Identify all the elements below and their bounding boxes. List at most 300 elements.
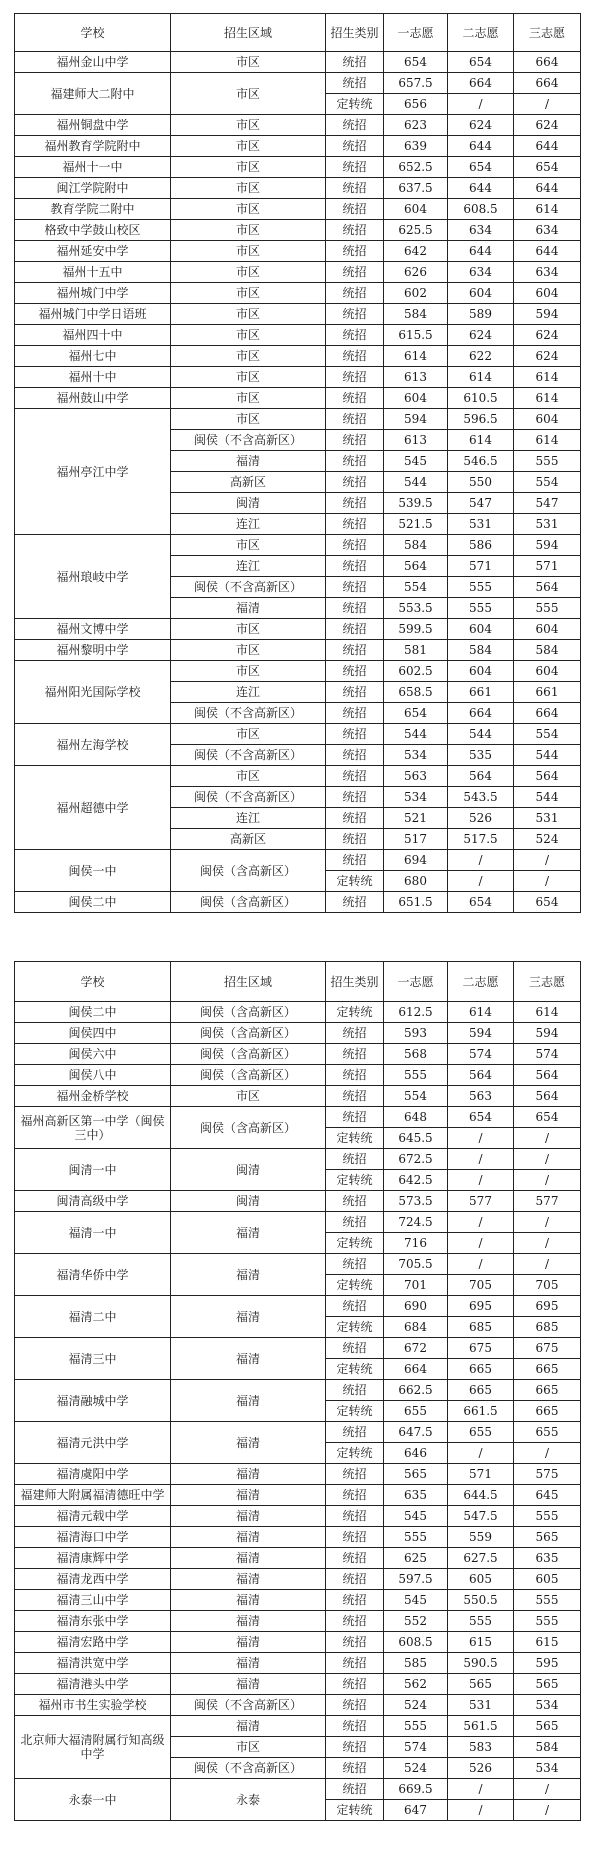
category-cell: 统招 <box>326 787 384 808</box>
school-name-cell: 福清一中 <box>15 1212 171 1254</box>
choice-3-score-cell: 614 <box>514 367 581 388</box>
choice-3-score-cell: 555 <box>514 1590 581 1611</box>
table-row <box>15 1716 581 1737</box>
category-cell: 统招 <box>326 892 384 913</box>
table-row <box>15 367 581 388</box>
category-cell: 统招 <box>326 1191 384 1212</box>
choice-2-score-cell: 627.5 <box>448 1548 514 1569</box>
choice-2-score-cell: / <box>448 1170 514 1191</box>
choice-1-score-cell: 597.5 <box>384 1569 448 1590</box>
table-row <box>15 850 581 871</box>
region-cell: 市区 <box>171 283 326 304</box>
choice-3-score-cell: 571 <box>514 556 581 577</box>
table-row <box>15 1296 581 1317</box>
choice-1-score-cell: 602.5 <box>384 661 448 682</box>
category-cell: 统招 <box>326 1422 384 1443</box>
choice-1-score-cell: 581 <box>384 640 448 661</box>
category-cell: 统招 <box>326 1464 384 1485</box>
region-cell: 福清 <box>171 1422 326 1464</box>
category-cell: 统招 <box>326 346 384 367</box>
choice-2-score-cell: / <box>448 1254 514 1275</box>
category-cell: 定转统 <box>326 1233 384 1254</box>
choice-2-score-cell: / <box>448 1233 514 1254</box>
region-cell: 闽侯（含高新区） <box>171 1065 326 1086</box>
choice-3-score-cell: 685 <box>514 1317 581 1338</box>
choice-2-score-cell: 608.5 <box>448 199 514 220</box>
choice-3-score-cell: 675 <box>514 1338 581 1359</box>
table-row <box>15 1086 581 1107</box>
choice-3-score-cell: 614 <box>514 388 581 409</box>
region-cell: 市区 <box>171 157 326 178</box>
category-cell: 统招 <box>326 577 384 598</box>
table-row <box>15 1065 581 1086</box>
school-name-cell: 福州十中 <box>15 367 171 388</box>
choice-1-score-cell: 690 <box>384 1296 448 1317</box>
region-cell: 闽侯（含高新区） <box>171 850 326 892</box>
choice-1-score-cell: 568 <box>384 1044 448 1065</box>
choice-1-score-cell: 613 <box>384 367 448 388</box>
choice-3-score-cell: 654 <box>514 1107 581 1128</box>
choice-1-score-cell: 642 <box>384 241 448 262</box>
table-row <box>15 325 581 346</box>
table-row <box>15 73 581 94</box>
choice-1-score-cell: 553.5 <box>384 598 448 619</box>
choice-2-score-cell: 547.5 <box>448 1506 514 1527</box>
category-cell: 统招 <box>326 1380 384 1401</box>
region-cell: 闽清 <box>171 493 326 514</box>
region-cell: 高新区 <box>171 472 326 493</box>
table-row <box>15 1695 581 1716</box>
school-name-cell: 福州城门中学日语班 <box>15 304 171 325</box>
choice-1-score-cell: 552 <box>384 1611 448 1632</box>
choice-1-score-cell: 658.5 <box>384 682 448 703</box>
category-cell: 定转统 <box>326 1002 384 1023</box>
choice-2-score-cell: 614 <box>448 1002 514 1023</box>
choice-2-score-cell: / <box>448 1212 514 1233</box>
category-cell: 统招 <box>326 1506 384 1527</box>
choice-3-score-cell: 695 <box>514 1296 581 1317</box>
table-row <box>15 1338 581 1359</box>
choice-3-score-cell: 564 <box>514 1086 581 1107</box>
choice-3-score-cell: 665 <box>514 1401 581 1422</box>
choice-1-score-cell: 545 <box>384 1506 448 1527</box>
choice-1-score-cell: 555 <box>384 1716 448 1737</box>
category-cell: 统招 <box>326 304 384 325</box>
choice-3-score-cell: 665 <box>514 1359 581 1380</box>
category-cell: 统招 <box>326 640 384 661</box>
choice-1-score-cell: 534 <box>384 787 448 808</box>
table-row <box>15 1107 581 1128</box>
table-row <box>15 640 581 661</box>
category-cell: 统招 <box>326 430 384 451</box>
table-row <box>15 388 581 409</box>
choice-2-score-cell: 634 <box>448 262 514 283</box>
school-name-cell: 福州阳光国际学校 <box>15 661 171 724</box>
school-name-cell: 福清海口中学 <box>15 1527 171 1548</box>
school-name-cell: 闽侯一中 <box>15 850 171 892</box>
choice-1-score-cell: 555 <box>384 1065 448 1086</box>
choice-1-score-cell: 646 <box>384 1443 448 1464</box>
choice-1-score-cell: 539.5 <box>384 493 448 514</box>
category-cell: 统招 <box>326 409 384 430</box>
choice-2-score-cell: / <box>448 1443 514 1464</box>
choice-1-score-cell: 584 <box>384 304 448 325</box>
school-name-cell: 福州琅岐中学 <box>15 535 171 619</box>
choice-2-score-cell: 664 <box>448 703 514 724</box>
table-row <box>15 661 581 682</box>
choice-2-score-cell: 605 <box>448 1569 514 1590</box>
category-cell: 统招 <box>326 1653 384 1674</box>
category-cell: 统招 <box>326 661 384 682</box>
choice-3-score-cell: 604 <box>514 661 581 682</box>
choice-1-score-cell: 642.5 <box>384 1170 448 1191</box>
choice-1-score-cell: 701 <box>384 1275 448 1296</box>
choice-2-score-cell: 565 <box>448 1674 514 1695</box>
category-cell: 统招 <box>326 1548 384 1569</box>
choice-3-score-cell: 624 <box>514 325 581 346</box>
category-cell: 统招 <box>326 262 384 283</box>
category-cell: 统招 <box>326 136 384 157</box>
choice-2-score-cell: 624 <box>448 325 514 346</box>
choice-1-score-cell: 625 <box>384 1548 448 1569</box>
region-cell: 市区 <box>171 325 326 346</box>
table-header-row <box>15 14 581 52</box>
region-cell: 福清 <box>171 1212 326 1254</box>
table-row <box>15 1149 581 1170</box>
school-name-cell: 福州七中 <box>15 346 171 367</box>
choice-3-score-cell: 605 <box>514 1569 581 1590</box>
school-name-cell: 闽清一中 <box>15 1149 171 1191</box>
table-row <box>15 178 581 199</box>
choice-1-score-cell: 635 <box>384 1485 448 1506</box>
region-cell: 闽清 <box>171 1191 326 1212</box>
choice-2-score-cell: 604 <box>448 619 514 640</box>
choice-1-score-cell: 694 <box>384 850 448 871</box>
category-cell: 统招 <box>326 388 384 409</box>
region-cell: 闽侯（不含高新区） <box>171 1695 326 1716</box>
category-cell: 统招 <box>326 703 384 724</box>
choice-3-score-cell: 664 <box>514 73 581 94</box>
choice-3-score-cell: / <box>514 1800 581 1821</box>
category-cell: 统招 <box>326 1758 384 1779</box>
choice-3-score-cell: / <box>514 1170 581 1191</box>
region-cell: 福清 <box>171 1674 326 1695</box>
school-name-cell: 福清龙西中学 <box>15 1569 171 1590</box>
choice-3-score-cell: 565 <box>514 1527 581 1548</box>
choice-1-score-cell: 639 <box>384 136 448 157</box>
table-row <box>15 52 581 73</box>
choice-2-score-cell: / <box>448 1800 514 1821</box>
choice-2-score-cell: 526 <box>448 1758 514 1779</box>
category-cell: 统招 <box>326 367 384 388</box>
school-name-cell: 福建师大二附中 <box>15 73 171 115</box>
school-name-cell: 福州延安中学 <box>15 241 171 262</box>
choice-3-score-cell: 554 <box>514 472 581 493</box>
choice-2-score-cell: 654 <box>448 52 514 73</box>
table-row <box>15 304 581 325</box>
school-name-cell: 福清港头中学 <box>15 1674 171 1695</box>
choice-1-score-cell: 562 <box>384 1674 448 1695</box>
table-row <box>15 766 581 787</box>
table-row <box>15 535 581 556</box>
category-cell: 定转统 <box>326 1128 384 1149</box>
table-row <box>15 1527 581 1548</box>
choice-1-score-cell: 615.5 <box>384 325 448 346</box>
school-name-cell: 福州超德中学 <box>15 766 171 850</box>
school-name-cell: 闽侯六中 <box>15 1044 171 1065</box>
choice-3-score-cell: 624 <box>514 346 581 367</box>
category-cell: 定转统 <box>326 1359 384 1380</box>
category-cell: 统招 <box>326 619 384 640</box>
choice-1-score-cell: 545 <box>384 451 448 472</box>
choice-1-score-cell: 655 <box>384 1401 448 1422</box>
choice-3-score-cell: / <box>514 1149 581 1170</box>
category-cell: 统招 <box>326 1296 384 1317</box>
region-cell: 福清 <box>171 1464 326 1485</box>
choice-2-score-cell: 604 <box>448 661 514 682</box>
region-cell: 福清 <box>171 1611 326 1632</box>
region-cell: 闽侯（含高新区） <box>171 1107 326 1149</box>
choice-2-score-cell: 571 <box>448 1464 514 1485</box>
choice-2-score-cell: 634 <box>448 220 514 241</box>
school-name-cell: 福清二中 <box>15 1296 171 1338</box>
region-cell: 市区 <box>171 388 326 409</box>
choice-1-score-cell: 585 <box>384 1653 448 1674</box>
table-row <box>15 1674 581 1695</box>
header-choice-3: 三志愿 <box>514 14 581 52</box>
school-name-cell: 福清三山中学 <box>15 1590 171 1611</box>
table-row <box>15 1212 581 1233</box>
choice-3-score-cell: / <box>514 1254 581 1275</box>
category-cell: 统招 <box>326 283 384 304</box>
school-name-cell: 北京师大福清附属行知高级中学 <box>15 1716 171 1779</box>
choice-2-score-cell: 531 <box>448 514 514 535</box>
choice-2-score-cell: 665 <box>448 1380 514 1401</box>
choice-1-score-cell: 574 <box>384 1737 448 1758</box>
choice-2-score-cell: 661 <box>448 682 514 703</box>
region-cell: 市区 <box>171 136 326 157</box>
school-name-cell: 福清宏路中学 <box>15 1632 171 1653</box>
category-cell: 统招 <box>326 1590 384 1611</box>
category-cell: 统招 <box>326 1023 384 1044</box>
category-cell: 定转统 <box>326 1275 384 1296</box>
choice-1-score-cell: 625.5 <box>384 220 448 241</box>
school-name-cell: 福州十一中 <box>15 157 171 178</box>
region-cell: 福清 <box>171 1716 326 1737</box>
table-row <box>15 409 581 430</box>
table-row <box>15 199 581 220</box>
choice-2-score-cell: 577 <box>448 1191 514 1212</box>
region-cell: 市区 <box>171 724 326 745</box>
header-choice-3: 三志愿 <box>514 962 581 1002</box>
choice-2-score-cell: 590.5 <box>448 1653 514 1674</box>
choice-2-score-cell: 563 <box>448 1086 514 1107</box>
choice-3-score-cell: 555 <box>514 1611 581 1632</box>
category-cell: 统招 <box>326 1674 384 1695</box>
table-row <box>15 1632 581 1653</box>
category-cell: 定转统 <box>326 1401 384 1422</box>
region-cell: 福清 <box>171 598 326 619</box>
choice-3-score-cell: / <box>514 94 581 115</box>
admission-score-table-2 <box>14 961 581 1821</box>
choice-1-score-cell: 593 <box>384 1023 448 1044</box>
choice-2-score-cell: 594 <box>448 1023 514 1044</box>
choice-2-score-cell: 622 <box>448 346 514 367</box>
school-name-cell: 福州铜盘中学 <box>15 115 171 136</box>
region-cell: 闽侯（含高新区） <box>171 1044 326 1065</box>
table-row <box>15 1254 581 1275</box>
choice-2-score-cell: / <box>448 1149 514 1170</box>
choice-3-score-cell: 595 <box>514 1653 581 1674</box>
choice-2-score-cell: 583 <box>448 1737 514 1758</box>
choice-3-score-cell: 565 <box>514 1716 581 1737</box>
region-cell: 福清 <box>171 1632 326 1653</box>
choice-2-score-cell: 654 <box>448 157 514 178</box>
choice-3-score-cell: 614 <box>514 1002 581 1023</box>
school-name-cell: 福州左海学校 <box>15 724 171 766</box>
choice-3-score-cell: / <box>514 1128 581 1149</box>
header-choice-2: 二志愿 <box>448 962 514 1002</box>
category-cell: 统招 <box>326 1716 384 1737</box>
category-cell: 统招 <box>326 115 384 136</box>
choice-1-score-cell: 544 <box>384 724 448 745</box>
choice-3-score-cell: 624 <box>514 115 581 136</box>
choice-3-score-cell: 604 <box>514 619 581 640</box>
choice-1-score-cell: 645.5 <box>384 1128 448 1149</box>
choice-3-score-cell: 655 <box>514 1422 581 1443</box>
choice-1-score-cell: 654 <box>384 52 448 73</box>
choice-1-score-cell: 664 <box>384 1359 448 1380</box>
choice-1-score-cell: 705.5 <box>384 1254 448 1275</box>
table-row <box>15 1485 581 1506</box>
choice-2-score-cell: 546.5 <box>448 451 514 472</box>
category-cell: 统招 <box>326 1695 384 1716</box>
region-cell: 连江 <box>171 808 326 829</box>
choice-2-score-cell: 555 <box>448 1611 514 1632</box>
region-cell: 福清 <box>171 1506 326 1527</box>
category-cell: 定转统 <box>326 94 384 115</box>
header-choice-2: 二志愿 <box>448 14 514 52</box>
category-cell: 统招 <box>326 493 384 514</box>
choice-2-score-cell: 531 <box>448 1695 514 1716</box>
choice-2-score-cell: 550.5 <box>448 1590 514 1611</box>
admission-score-table-1 <box>14 13 581 913</box>
table-row <box>15 1590 581 1611</box>
choice-2-score-cell: 661.5 <box>448 1401 514 1422</box>
choice-3-score-cell: 644 <box>514 241 581 262</box>
region-cell: 闽侯（不含高新区） <box>171 577 326 598</box>
region-cell: 福清 <box>171 1590 326 1611</box>
region-cell: 闽清 <box>171 1149 326 1191</box>
school-name-cell: 福州城门中学 <box>15 283 171 304</box>
school-name-cell: 闽清高级中学 <box>15 1191 171 1212</box>
category-cell: 统招 <box>326 682 384 703</box>
category-cell: 统招 <box>326 850 384 871</box>
school-name-cell: 福州市书生实验学校 <box>15 1695 171 1716</box>
choice-1-score-cell: 584 <box>384 535 448 556</box>
category-cell: 统招 <box>326 157 384 178</box>
table-row <box>15 1023 581 1044</box>
choice-3-score-cell: 575 <box>514 1464 581 1485</box>
choice-2-score-cell: 517.5 <box>448 829 514 850</box>
choice-3-score-cell: 574 <box>514 1044 581 1065</box>
region-cell: 闽侯（不含高新区） <box>171 787 326 808</box>
table-row <box>15 1548 581 1569</box>
region-cell: 市区 <box>171 241 326 262</box>
choice-3-score-cell: 615 <box>514 1632 581 1653</box>
school-name-cell: 闽侯八中 <box>15 1065 171 1086</box>
school-name-cell: 福州黎明中学 <box>15 640 171 661</box>
choice-3-score-cell: 644 <box>514 178 581 199</box>
choice-3-score-cell: 555 <box>514 598 581 619</box>
choice-2-score-cell: 555 <box>448 598 514 619</box>
choice-1-score-cell: 647.5 <box>384 1422 448 1443</box>
category-cell: 统招 <box>326 178 384 199</box>
choice-1-score-cell: 521 <box>384 808 448 829</box>
choice-3-score-cell: 664 <box>514 703 581 724</box>
category-cell: 统招 <box>326 1527 384 1548</box>
category-cell: 统招 <box>326 451 384 472</box>
table-row <box>15 262 581 283</box>
category-cell: 统招 <box>326 241 384 262</box>
school-name-cell: 闽侯二中 <box>15 1002 171 1023</box>
choice-2-score-cell: 544 <box>448 724 514 745</box>
school-name-cell: 福州高新区第一中学（闽侯三中） <box>15 1107 171 1149</box>
choice-3-score-cell: / <box>514 1779 581 1800</box>
category-cell: 定转统 <box>326 1170 384 1191</box>
choice-2-score-cell: / <box>448 1128 514 1149</box>
choice-1-score-cell: 656 <box>384 94 448 115</box>
school-name-cell: 福州金山中学 <box>15 52 171 73</box>
school-name-cell: 闽侯二中 <box>15 892 171 913</box>
choice-3-score-cell: / <box>514 1233 581 1254</box>
choice-2-score-cell: 584 <box>448 640 514 661</box>
region-cell: 市区 <box>171 52 326 73</box>
choice-2-score-cell: 589 <box>448 304 514 325</box>
choice-1-score-cell: 563 <box>384 766 448 787</box>
choice-2-score-cell: 543.5 <box>448 787 514 808</box>
region-cell: 福清 <box>171 1296 326 1338</box>
choice-3-score-cell: 577 <box>514 1191 581 1212</box>
choice-3-score-cell: 614 <box>514 199 581 220</box>
choice-3-score-cell: 565 <box>514 1674 581 1695</box>
choice-2-score-cell: 685 <box>448 1317 514 1338</box>
choice-3-score-cell: / <box>514 1212 581 1233</box>
choice-1-score-cell: 565 <box>384 1464 448 1485</box>
category-cell: 统招 <box>326 1212 384 1233</box>
school-name-cell: 福清元载中学 <box>15 1506 171 1527</box>
choice-1-score-cell: 652.5 <box>384 157 448 178</box>
choice-3-score-cell: 555 <box>514 1506 581 1527</box>
choice-2-score-cell: 644 <box>448 136 514 157</box>
choice-1-score-cell: 651.5 <box>384 892 448 913</box>
choice-1-score-cell: 544 <box>384 472 448 493</box>
choice-3-score-cell: 635 <box>514 1548 581 1569</box>
category-cell: 统招 <box>326 766 384 787</box>
region-cell: 福清 <box>171 451 326 472</box>
region-cell: 市区 <box>171 1086 326 1107</box>
choice-2-score-cell: 574 <box>448 1044 514 1065</box>
choice-3-score-cell: 554 <box>514 724 581 745</box>
region-cell: 市区 <box>171 262 326 283</box>
school-name-cell: 福清三中 <box>15 1338 171 1380</box>
header-region: 招生区域 <box>171 962 326 1002</box>
table-row <box>15 1422 581 1443</box>
region-cell: 市区 <box>171 199 326 220</box>
choice-1-score-cell: 534 <box>384 745 448 766</box>
category-cell: 定转统 <box>326 1800 384 1821</box>
table-body <box>15 1002 581 1821</box>
